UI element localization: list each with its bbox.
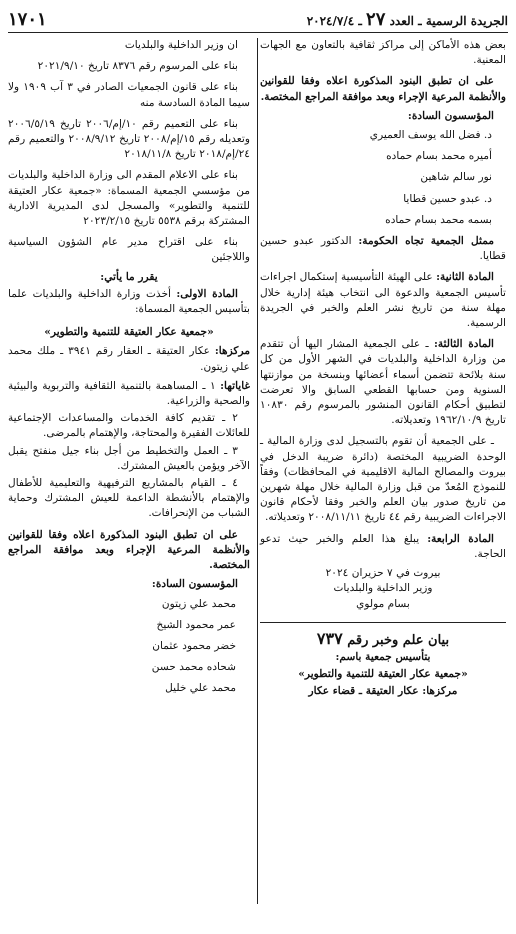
- sign-title: وزير الداخلية والبلديات: [333, 582, 433, 595]
- goal-item: ٢ ـ تقديم كافة الخدمات والمساعدات الإجتماعية للعائلات الفقيرة والمحتاجة، والإهتمام بالمرضى.: [8, 412, 250, 440]
- signature-block: [260, 566, 506, 612]
- article-2-text: على الهيئة التأسيسية إستكمال اجراءات تأسيس الجمعية والدعوة الى انتخاب هيئة إدارية خلال مهلة سنة من تاريخ نشر العلم والخبر في الجريدة الرسمية.: [260, 271, 506, 330]
- rep-value: الدكتور عبدو حسين قطايا.: [260, 235, 506, 263]
- next-notice-title: [260, 628, 506, 648]
- next-notice-subtitle: بتأسيس جمعية باسم:: [335, 650, 431, 663]
- goal-item: ٣ ـ العمل والتخطيط من أجل بناء جيل منفتح يقبل الآخر ويؤمن بالعيش المشترك.: [8, 444, 250, 472]
- gazette-name: الجريدة الرسمية ـ العدد: [389, 13, 508, 28]
- article-3-label: المادة الثالثة:: [433, 338, 494, 351]
- goals: [8, 379, 250, 409]
- founders-heading: المؤسسون السادة:: [407, 109, 494, 122]
- hq-text: عكار العتيقة ـ العقار رقم ٣٩٤١ ـ ملك محمد علي زيتون.: [8, 345, 250, 373]
- minister-line: ان وزير الداخلية والبلديات: [124, 39, 238, 51]
- founder-name: عمر محمود الشيخ: [156, 618, 236, 631]
- article-3: [260, 337, 506, 428]
- founder-name: محمد علي خليل: [165, 682, 236, 695]
- goals-label: غاياتها:: [220, 379, 251, 392]
- left-column: [8, 38, 250, 703]
- article-1-label: المادة الاولى:: [176, 287, 238, 300]
- government-representative: [260, 234, 506, 264]
- founder-name: د. عبدو حسين قطايا: [403, 192, 492, 205]
- founder-name: أميره محمد بسام حماده: [386, 150, 492, 163]
- rep-label: ممثل الجمعية تجاه الحكومة:: [358, 235, 494, 248]
- founder-name: خضر محمود عثمان: [152, 639, 236, 652]
- column-divider: [257, 38, 258, 904]
- intro-paragraph: بعض هذه الأماكن إلى مراكز ثقافية بالتعاون مع الجهات المعنية.: [260, 39, 506, 67]
- founders-heading: المؤسسون السادة:: [151, 578, 238, 591]
- goal-item: ٤ ـ القيام بالمشاريع الترفيهية والتعليمية للأطفال والإهتمام بالأنشطة الداعمة للعيش المشترك وحماية الشباب من الإنحرافات.: [8, 477, 250, 520]
- founder-name: نور سالم شاهين: [420, 171, 492, 184]
- next-notice-association: «جمعية عكار العتيقة للتنمية والتطوير»: [298, 668, 468, 681]
- founder-name: شحاده محمد حسن: [151, 661, 236, 674]
- founders-list: [260, 128, 506, 228]
- article-3-b: ـ على الجمعية أن تقوم بالتسجيل لدى وزارة المالية ـ الوحدة الضريبية المختصة (دائرة ضريبة الدخل في بيروت والمصالح المالية الاقليمية في المحافظات) وفقاً للنموذج المُعدّ من قبل وزارة المالية خلال مهلة شهرين من تاريخ صدور بيان العلم والخبر وفقا لأحكام قانون الاجراءات الضريبية رقم ٤٤ تاريخ ٢٠٠٨/١١/١١ وتعديلاته.: [260, 435, 506, 524]
- association-name: «جمعية عكار العتيقة للتنمية والتطوير»: [44, 326, 214, 339]
- gazette-title: [307, 9, 508, 30]
- founder-name: محمد علي زيتون: [161, 597, 236, 610]
- recital-proposal: بناء على اقتراح مدير عام الشؤون السياسية واللاجئين: [8, 236, 250, 264]
- page-header: [8, 6, 508, 33]
- founders-list: [8, 597, 250, 697]
- recital-law: بناء على قانون الجمعيات الصادر في ٣ آب ١٩٠٩ ولا سيما المادة السادسة منه: [8, 81, 250, 109]
- article-4-label: المادة الرابعة:: [427, 532, 495, 545]
- recital-decree: بناء على المرسوم رقم ٨٣٧٦ تاريخ ٢٠٢١/٩/١٠: [37, 60, 238, 73]
- conditional-clause: على ان تطبق البنود المذكورة اعلاه وفقا للقوانين والأنظمة المرعية الإجراء وبعد موافقة المراجع المختصة.: [8, 528, 250, 572]
- hq-label: مركزها:: [214, 345, 250, 358]
- decides-heading: يقرر ما يأتي:: [100, 270, 158, 283]
- founder-name: بسمه محمد بسام حماده: [385, 213, 492, 226]
- next-notice-hq: مركزها: عكار العتيقة ـ قضاء عكار: [308, 685, 458, 698]
- article-4-text: يبلغ هذا العلم والخبر حيث تدعو الحاجة.: [260, 532, 506, 560]
- article-4: [260, 532, 506, 562]
- next-notice-number: ٧٣٧: [316, 628, 343, 648]
- recital-notification: بناء على الاعلام المقدم الى وزارة الداخلية والبلديات من مؤسسي الجمعية المسماة: «جمعية عكار العتيقة للتنمية والتطوير» والمسجل لدى المديرية الادارية المشتركة برقم ٥٥٣٨ تاريخ ٢٠٢٣/٢/١٥: [8, 169, 250, 228]
- sign-name: بسام مولوي: [356, 597, 410, 610]
- article-1: [8, 287, 250, 317]
- next-notice-prefix: بيان علم وخبر رقم: [347, 632, 450, 648]
- founder-name: د. فضل الله يوسف العميري: [369, 129, 492, 142]
- goal-item: ١ ـ المساهمة بالتنمية الثقافية والتربوية والبيئية والصحية والزراعية.: [8, 379, 250, 408]
- section-rule: [260, 622, 506, 623]
- article-1-text: أخذت وزارة الداخلية والبلديات علما بتأسيس الجمعية المسماة:: [8, 287, 250, 316]
- issue-date: ـ ٢٠٢٤/٧/٤: [306, 13, 362, 28]
- right-column: [260, 38, 506, 702]
- conditional-clause: على ان تطبق البنود المذكورة اعلاه وفقا للقوانين والأنظمة المرعية الإجراء وبعد موافقة المراجع المختصة.: [260, 75, 506, 103]
- article-2-label: المادة الثانية:: [436, 271, 494, 284]
- article-2: [260, 270, 506, 331]
- issue-number: ٢٧: [366, 8, 386, 30]
- article-3-text: ـ على الجمعية المشار اليها أن تتقدم من وزارة الداخلية والبلديات في الشهر الأول من كل سنة بلائحة تتضمن أسماء أعضائها وبنسخة من موازنتها السنوية ومن حسابها القطعي السابق والا تعرضت لتطبيق أحكام القانون المنشور بالمرسوم رقم ١٠٨٣٠ تاريخ ١٩٦٢/١٠/٩ وتعديلاته.: [260, 338, 506, 427]
- page-number: ١٧٠١: [8, 8, 47, 30]
- sign-place-date: بيروت في ٧ حزيران ٢٠٢٤: [325, 567, 441, 580]
- headquarters: [8, 344, 250, 374]
- recital-circulars: بناء على التعميم رقم ١٠/إم/٢٠٠٦ تاريخ ٢٠٠٦/٥/١٩ وتعديله رقم ١٥/إم/٢٠٠٨ تاريخ ٢٠٠٨/٩/١٢ والتعميم رقم ٢٤/إم/٢٠١٨ تاريخ ٢٠١٨/١١/٨: [8, 117, 250, 161]
